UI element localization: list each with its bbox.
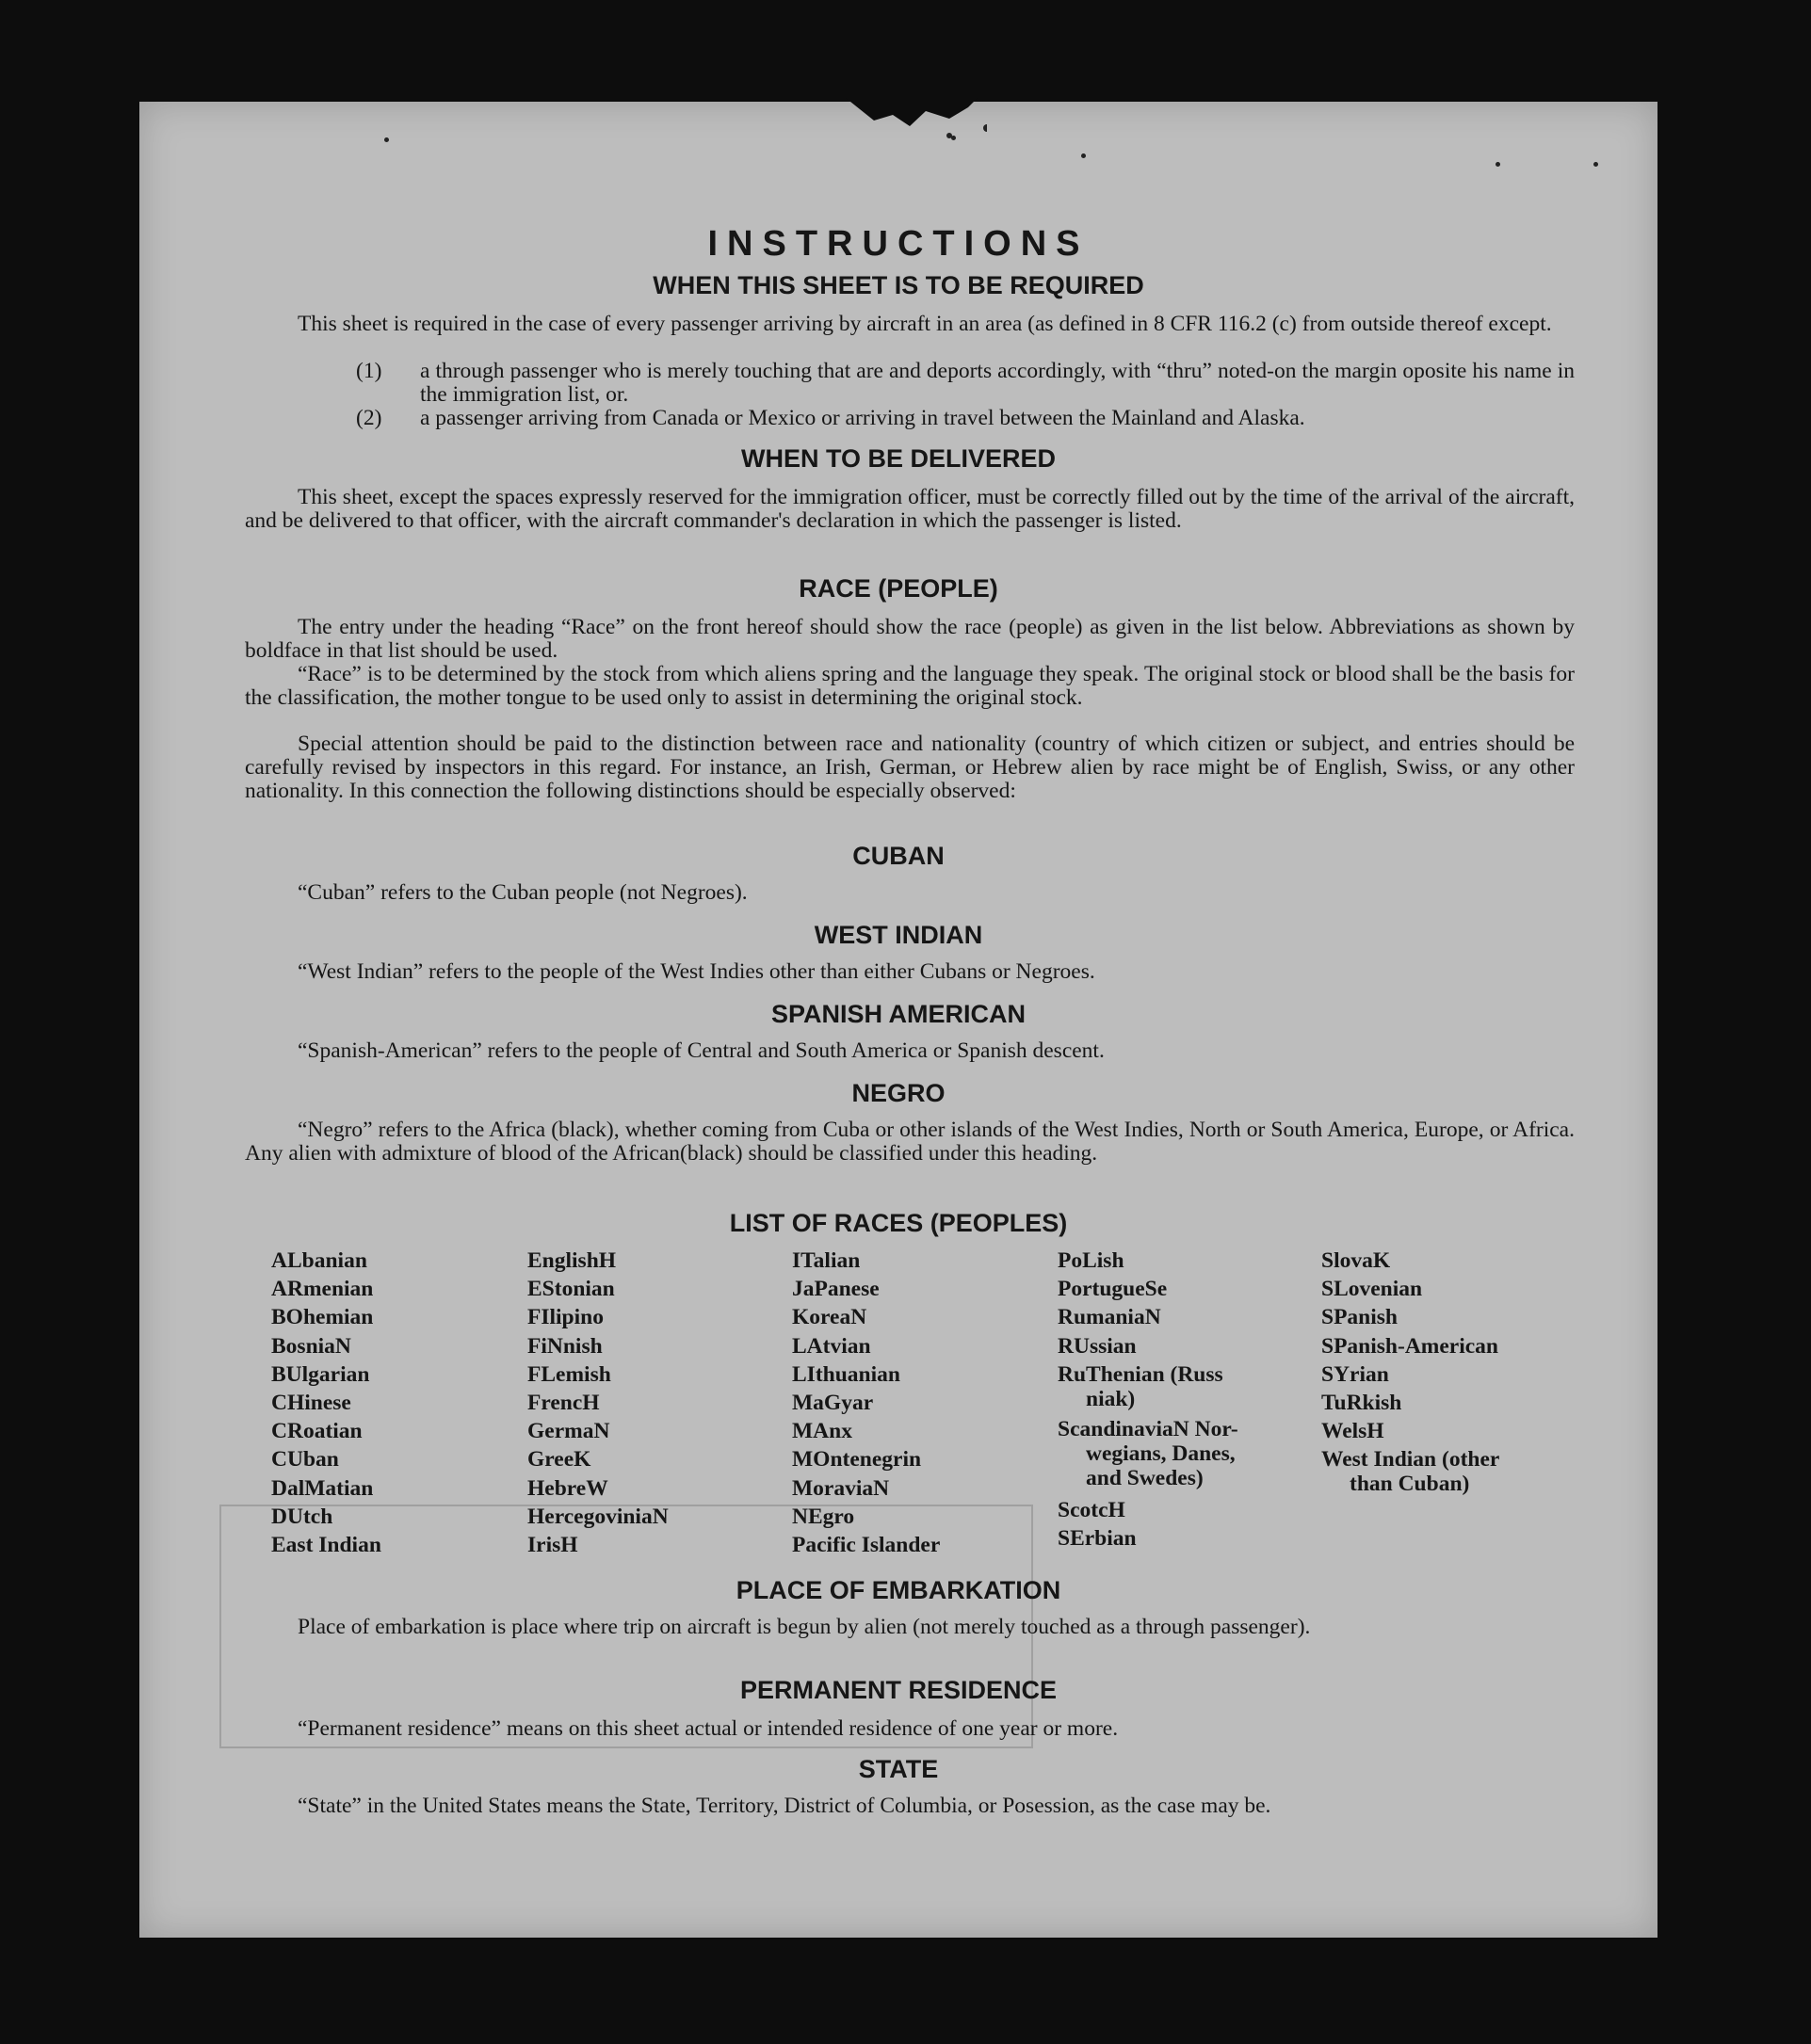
negro-text: “Negro” refers to the Africa (black), whether coming from Cuba or other islands of the West Indies, North or South America, Europe, or Africa. Any alien with admixture of blood of the African(black) should be classified under this heading.	[245, 1118, 1575, 1166]
heading-state: STATE	[858, 1755, 939, 1783]
race-entry: HercegoviniaN	[527, 1504, 669, 1529]
race-entry: PortugueSe	[1058, 1277, 1168, 1302]
heading-when-delivered: WHEN TO BE DELIVERED	[740, 444, 1057, 473]
item-text: a through passenger who is merely touching that are and deports accordingly, with “thru” noted-on the margin oposite his name in the immigration list, or.	[420, 359, 1575, 407]
race-entry: MoraviaN	[792, 1475, 890, 1501]
race-entry: DUtch	[271, 1504, 333, 1529]
exception-item-1	[356, 360, 1575, 407]
race-entry: EnglishH	[527, 1248, 617, 1273]
race-entry: CRoatian	[271, 1419, 363, 1444]
race-entry: East Indian	[271, 1532, 381, 1557]
torn-edge-mark	[836, 98, 987, 145]
race-entry: FLemish	[527, 1361, 611, 1387]
race-entry: West Indian (other	[1321, 1447, 1500, 1473]
heading-list-of-races: LIST OF RACES (PEOPLES)	[729, 1209, 1068, 1237]
heading-negro: NEGRO	[851, 1079, 946, 1107]
race-entry: SPanish-American	[1321, 1333, 1498, 1359]
race-entry: RuThenian (Russ	[1058, 1361, 1223, 1387]
race-column-2	[527, 1248, 669, 1561]
race-entry: LAtvian	[792, 1333, 871, 1359]
heading-permanent-residence: PERMANENT RESIDENCE	[739, 1676, 1058, 1704]
race-entry: FrencH	[527, 1390, 600, 1415]
race-column-3	[792, 1248, 940, 1561]
race-entry-continued: than Cuban)	[1350, 1472, 1470, 1497]
item-number: (2)	[356, 406, 382, 430]
item-number: (1)	[356, 359, 382, 383]
race-entry: SYrian	[1321, 1361, 1389, 1387]
race-entry: ALbanian	[271, 1248, 367, 1273]
race-entry: MOntenegrin	[792, 1447, 922, 1473]
document-title: INSTRUCTIONS	[707, 224, 1090, 264]
when-required-intro: This sheet is required in the case of every passenger arriving by aircraft in an area (as defined in 8 CFR 116.2 (c) from outside thereof except.	[298, 312, 1552, 336]
race-entry: GermaN	[527, 1419, 610, 1444]
race-paragraph-1: The entry under the heading “Race” on the front hereof should show the race (people) as given in the list below. Abbreviations as shown by boldface in that list should be used.	[245, 615, 1575, 663]
ink-speck	[1593, 162, 1598, 167]
race-entry: SlovaK	[1321, 1248, 1391, 1273]
race-entry: SPanish	[1321, 1305, 1398, 1330]
race-paragraph-2: “Race” is to be determined by the stock from which aliens spring and the language they speak. The original stock or blood shall be the basis for the classification, the mother tongue to be used only to assist in determining the original stock.	[245, 662, 1575, 710]
permanent-residence-text: “Permanent residence” means on this sheet actual or intended residence of one year or more.	[298, 1716, 1119, 1741]
race-entry-continued: and Swedes)	[1086, 1465, 1204, 1490]
race-paragraph-3: Special attention should be paid to the distinction between race and nationality (country of which citizen or subject, and entries should be carefully revised by inspectors in this regard. For instance, an Irish, German, or Hebrew alien by race might be of English, Swiss, or any other nationality. In this connection the following distinctions should be especially observed:	[245, 732, 1575, 803]
race-entry: WelsH	[1321, 1419, 1384, 1444]
heading-west-indian: WEST INDIAN	[814, 921, 983, 949]
ink-speck	[1496, 162, 1500, 167]
race-entry-continued: niak)	[1086, 1386, 1136, 1411]
embarkation-text: Place of embarkation is place where trip on aircraft is begun by alien (not merely touched as a through passenger).	[298, 1615, 1311, 1639]
heading-race: RACE (PEOPLE)	[799, 574, 998, 603]
ink-speck	[951, 136, 956, 140]
exception-item-2	[356, 407, 1575, 430]
item-text: a passenger arriving from Canada or Mexico or arriving in travel between the Mainland and Alaska.	[420, 406, 1305, 430]
race-entry: NEgro	[792, 1504, 855, 1529]
race-entry: BOhemian	[271, 1305, 374, 1330]
race-entry: ScandinaviaN Nor-	[1058, 1416, 1238, 1441]
west-indian-text: “West Indian” refers to the people of the West Indies other than either Cubans or Negroes.	[298, 959, 1095, 984]
race-entry: SLovenian	[1321, 1277, 1423, 1302]
race-entry: LIthuanian	[792, 1361, 900, 1387]
race-entry: CHinese	[271, 1390, 351, 1415]
race-entry: KoreaN	[792, 1305, 867, 1330]
race-entry: EStonian	[527, 1277, 615, 1302]
race-entry: PoLish	[1058, 1248, 1124, 1273]
document-page	[139, 102, 1657, 1938]
ink-speck	[384, 137, 389, 142]
race-entry: TuRkish	[1321, 1390, 1402, 1415]
race-column-4	[1058, 1248, 1238, 1554]
heading-cuban: CUBAN	[852, 842, 945, 870]
race-entry: FIlipino	[527, 1305, 604, 1330]
race-entry: BosniaN	[271, 1333, 351, 1359]
race-entry: MAnx	[792, 1419, 852, 1444]
race-entry: JaPanese	[792, 1277, 880, 1302]
heading-embarkation: PLACE OF EMBARKATION	[736, 1576, 1061, 1604]
state-text: “State” in the United States means the State, Territory, District of Columbia, or Posession, as the case may be.	[298, 1794, 1271, 1818]
heading-when-required: WHEN THIS SHEET IS TO BE REQUIRED	[653, 271, 1144, 299]
race-entry: ITalian	[792, 1248, 861, 1273]
race-entry: RumaniaN	[1058, 1305, 1161, 1330]
race-entry: HebreW	[527, 1475, 608, 1501]
race-entry: DalMatian	[271, 1475, 374, 1501]
when-delivered-text: This sheet, except the spaces expressly reserved for the immigration officer, must be correctly filled out by the time of the arrival of the aircraft, and be delivered to that officer, with the aircraft commander's declaration in which the passenger is listed.	[245, 485, 1575, 533]
race-entry: RUssian	[1058, 1333, 1137, 1359]
ink-speck	[1081, 153, 1086, 158]
race-column-1	[271, 1248, 381, 1561]
race-entry: IrisH	[527, 1532, 578, 1557]
race-entry-continued: wegians, Danes,	[1086, 1440, 1236, 1466]
race-entry: FiNnish	[527, 1333, 603, 1359]
race-entry: MaGyar	[792, 1390, 874, 1415]
spanish-american-text: “Spanish-American” refers to the people of Central and South America or Spanish descent.	[298, 1038, 1105, 1063]
race-entry: BUlgarian	[271, 1361, 370, 1387]
heading-spanish-american: SPANISH AMERICAN	[770, 1000, 1026, 1028]
race-entry: Pacific Islander	[792, 1532, 941, 1557]
race-entry: SErbian	[1058, 1525, 1137, 1551]
cuban-text: “Cuban” refers to the Cuban people (not Negroes).	[298, 880, 748, 905]
race-entry: GreeK	[527, 1447, 591, 1473]
race-column-5	[1321, 1248, 1499, 1496]
race-entry: ScotcH	[1058, 1497, 1125, 1522]
race-entry: ARmenian	[271, 1277, 374, 1302]
race-entry: CUban	[271, 1447, 339, 1473]
